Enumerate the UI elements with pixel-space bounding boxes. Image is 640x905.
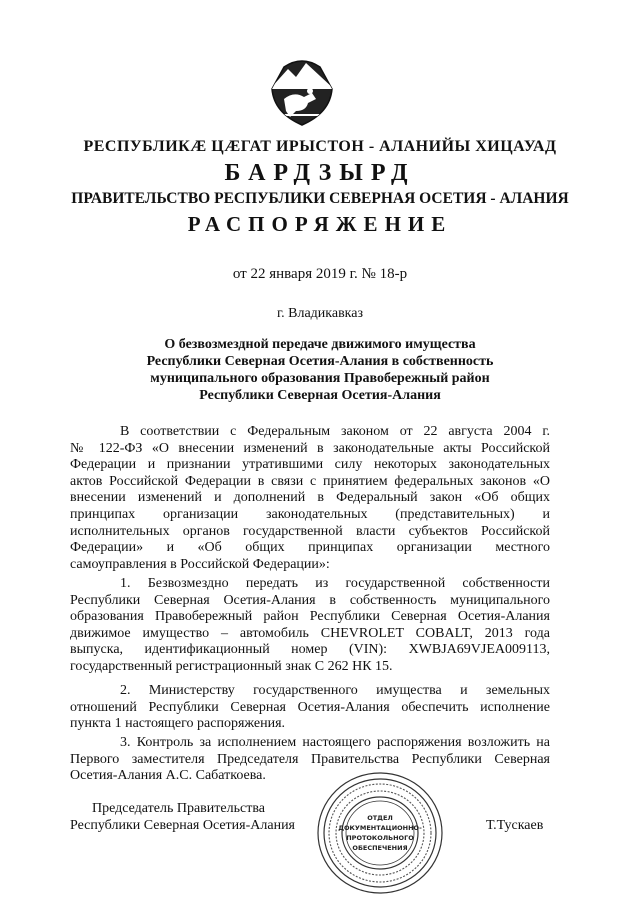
order-item-1 — [70, 576, 550, 676]
official-seal-stamp — [313, 768, 448, 898]
text-line: 3. Контроль за исполнением настоящего распоряжения возложить на — [120, 735, 550, 750]
order-title — [0, 336, 640, 404]
text-line: актов Российской Федерации в связи с принятием федеральных законов «О — [70, 473, 550, 489]
text-line: принципах организации законодательных (представительных) и — [70, 506, 550, 522]
stamp-text-line: ОБЕСПЕЧЕНИЯ — [352, 844, 408, 852]
text-line: № 122-ФЗ «О внесении изменений в законодательные акты Российской — [70, 440, 550, 456]
order-title-line: Республики Северная Осетия-Алания в собственность — [146, 354, 494, 369]
seal-icon — [313, 768, 448, 898]
text-line: Федерации» и «Об общих принципах организации местного — [70, 540, 550, 556]
text-line: Осетия-Алания А.С. Сабаткоева. — [70, 768, 266, 784]
text-line: самоуправления в Российской Федерации»: — [70, 556, 330, 572]
text-line: Первого заместителя Председателя Правительства Республики Северная — [70, 751, 550, 767]
text-line: Федерации и признании утратившими силу некоторых законодательных — [70, 457, 550, 473]
order-title-line: Республики Северная Осетия-Алания — [199, 388, 441, 403]
stamp-text-line: ДОКУМЕНТАЦИОННО- — [338, 824, 422, 832]
ossetian-republic-heading: РЕСПУБЛИКӔ ЦӔГАТ ИРЫСТОН - АЛАНИЙЫ ХИЦАУАД — [83, 138, 557, 155]
text-line: государственный регистрационный знак С 262 НК 15. — [70, 658, 393, 674]
preamble-paragraph — [70, 424, 550, 573]
stamp-text-line: ОТДЕЛ — [367, 814, 393, 822]
text-line: внесении изменений и дополнений в Федеральный закон «Об общих — [70, 490, 550, 506]
russian-government-heading: ПРАВИТЕЛЬСТВО РЕСПУБЛИКИ СЕВЕРНАЯ ОСЕТИЯ - АЛАНИЯ — [71, 190, 569, 207]
ossetian-doc-type-heading: БАРДЗЫРД — [224, 160, 416, 186]
order-title-line: О безвозмездной передаче движимого имущества — [164, 337, 476, 352]
text-line: отношений Республики Северная Осетия-Алания обеспечить исполнение — [70, 699, 550, 715]
emblem-icon — [266, 55, 338, 127]
order-title-line: муниципального образования Правобережный район — [150, 371, 490, 386]
order-city: г. Владикавказ — [276, 306, 364, 321]
text-line: образования Правобережный район Республики Северная Осетия-Алания — [70, 609, 550, 625]
text-line: 2. Министерству государственного имущества и земельных — [120, 683, 550, 698]
signatory-position-line: Председатель Правительства — [92, 801, 265, 816]
stamp-text-line: ПРОТОКОЛЬНОГО — [346, 834, 414, 842]
text-line: исполнительных органов государственной власти субъектов Российской — [70, 523, 550, 539]
text-line: пункта 1 настоящего распоряжения. — [70, 716, 286, 732]
text-line: выпуска, идентификационный номер (VIN): XWBJA69VJEA009113, — [70, 642, 550, 658]
text-line: движимое имущество – автомобиль CHEVROLET COBALT, 2013 года — [70, 625, 550, 641]
text-line: В соответствии с Федеральным законом от 22 августа 2004 г. — [120, 424, 550, 439]
coat-of-arms-emblem — [266, 55, 338, 127]
text-line: Республики Северная Осетия-Алания в собственность муниципального — [70, 592, 550, 608]
signatory-name: Т.Тускаев — [486, 818, 544, 833]
signatory-position — [70, 800, 330, 834]
russian-doc-type-heading: РАСПОРЯЖЕНИЕ — [187, 212, 453, 236]
order-item-3 — [70, 735, 550, 785]
text-line: 1. Безвозмездно передать из государственной собственности — [120, 576, 550, 591]
order-item-2 — [70, 683, 550, 733]
order-date-number: от 22 января 2019 г. № 18-р — [232, 266, 408, 282]
signatory-position-line: Республики Северная Осетия-Алания — [70, 818, 295, 833]
